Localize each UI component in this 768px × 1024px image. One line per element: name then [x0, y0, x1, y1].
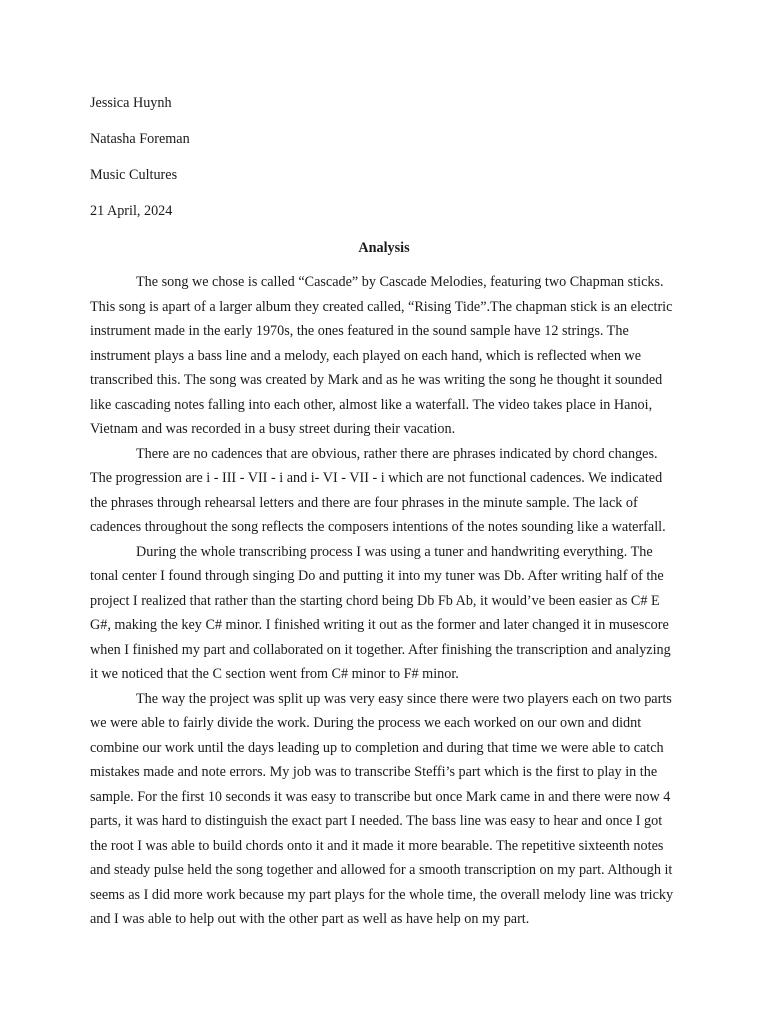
course-name: Music Cultures	[90, 167, 178, 183]
paragraph-3: During the whole transcribing process I was using a tuner and handwriting everything. The tonal center I found through singing Do and putting it into my tuner was Db. After writing half of the project I realized that rather than the starting chord being Db Fb Ab, it would’ve been easier as C# E G#, making the key C# minor. I finished writing it out as the former and later changed it in musescore when I finished my part and collaborated on it together. After finishing the transcription and analyzing it we noticed that the C section went from C# minor to F# minor.	[90, 543, 671, 682]
paragraph-1: The song we chose is called “Cascade” by Cascade Melodies, featuring two Chapman sticks. This song is apart of a larger album they created called, “Rising Tide”.The chapman stick is an electric instrument made in the early 1970s, the ones featured in the sound sample have 12 strings. The instrument plays a bass line and a melody, each played on each hand, which is reflected when we transcribed this. The song was created by Mark and as he was writing the song he thought it sounded like cascading notes falling into each other, almost like a waterfall. The video takes place in Hanoi, Vietnam and was recorded in a busy street during their vacation.	[90, 274, 673, 437]
document-date: 21 April, 2024	[90, 203, 173, 219]
document-page	[90, 92, 678, 932]
paragraph-2: There are no cadences that are obvious, rather there are phrases indicated by chord changes. The progression are i - III - VII - i and i- VI - VII - i which are not functional cadences. We indicated the phrases through rehearsal letters and there are four phrases in the minute sample. The lack of cadences throughout the song reflects the composers intentions of the notes sounding like a waterfall.	[90, 445, 666, 535]
paragraph-4: The way the project was split up was very easy since there were two players each on two parts we were able to fairly divide the work. During the process we each worked on our own and didnt combine our work until the days leading up to completion and during that time we were able to catch mistakes made and note errors. My job was to transcribe Steffi’s part which is the first to play in the sample. For the first 10 seconds it was easy to transcribe but once Mark came in and there were now 4 parts, it was hard to distinguish the exact part I needed. The bass line was easy to hear and once I got the root I was able to build chords onto it and it made it more bearable. The repetitive sixteenth notes and steady pulse held the song together and allowed for a smooth transcription on my part. Although it seems as I did more work because my part plays for the whole time, the overall melody line was tricky and I was able to help out with the other part as well as have help on my part.	[90, 690, 674, 927]
instructor-name: Natasha Foreman	[90, 131, 190, 147]
document-title: Analysis	[358, 240, 410, 256]
author-name: Jessica Huynh	[90, 95, 172, 111]
